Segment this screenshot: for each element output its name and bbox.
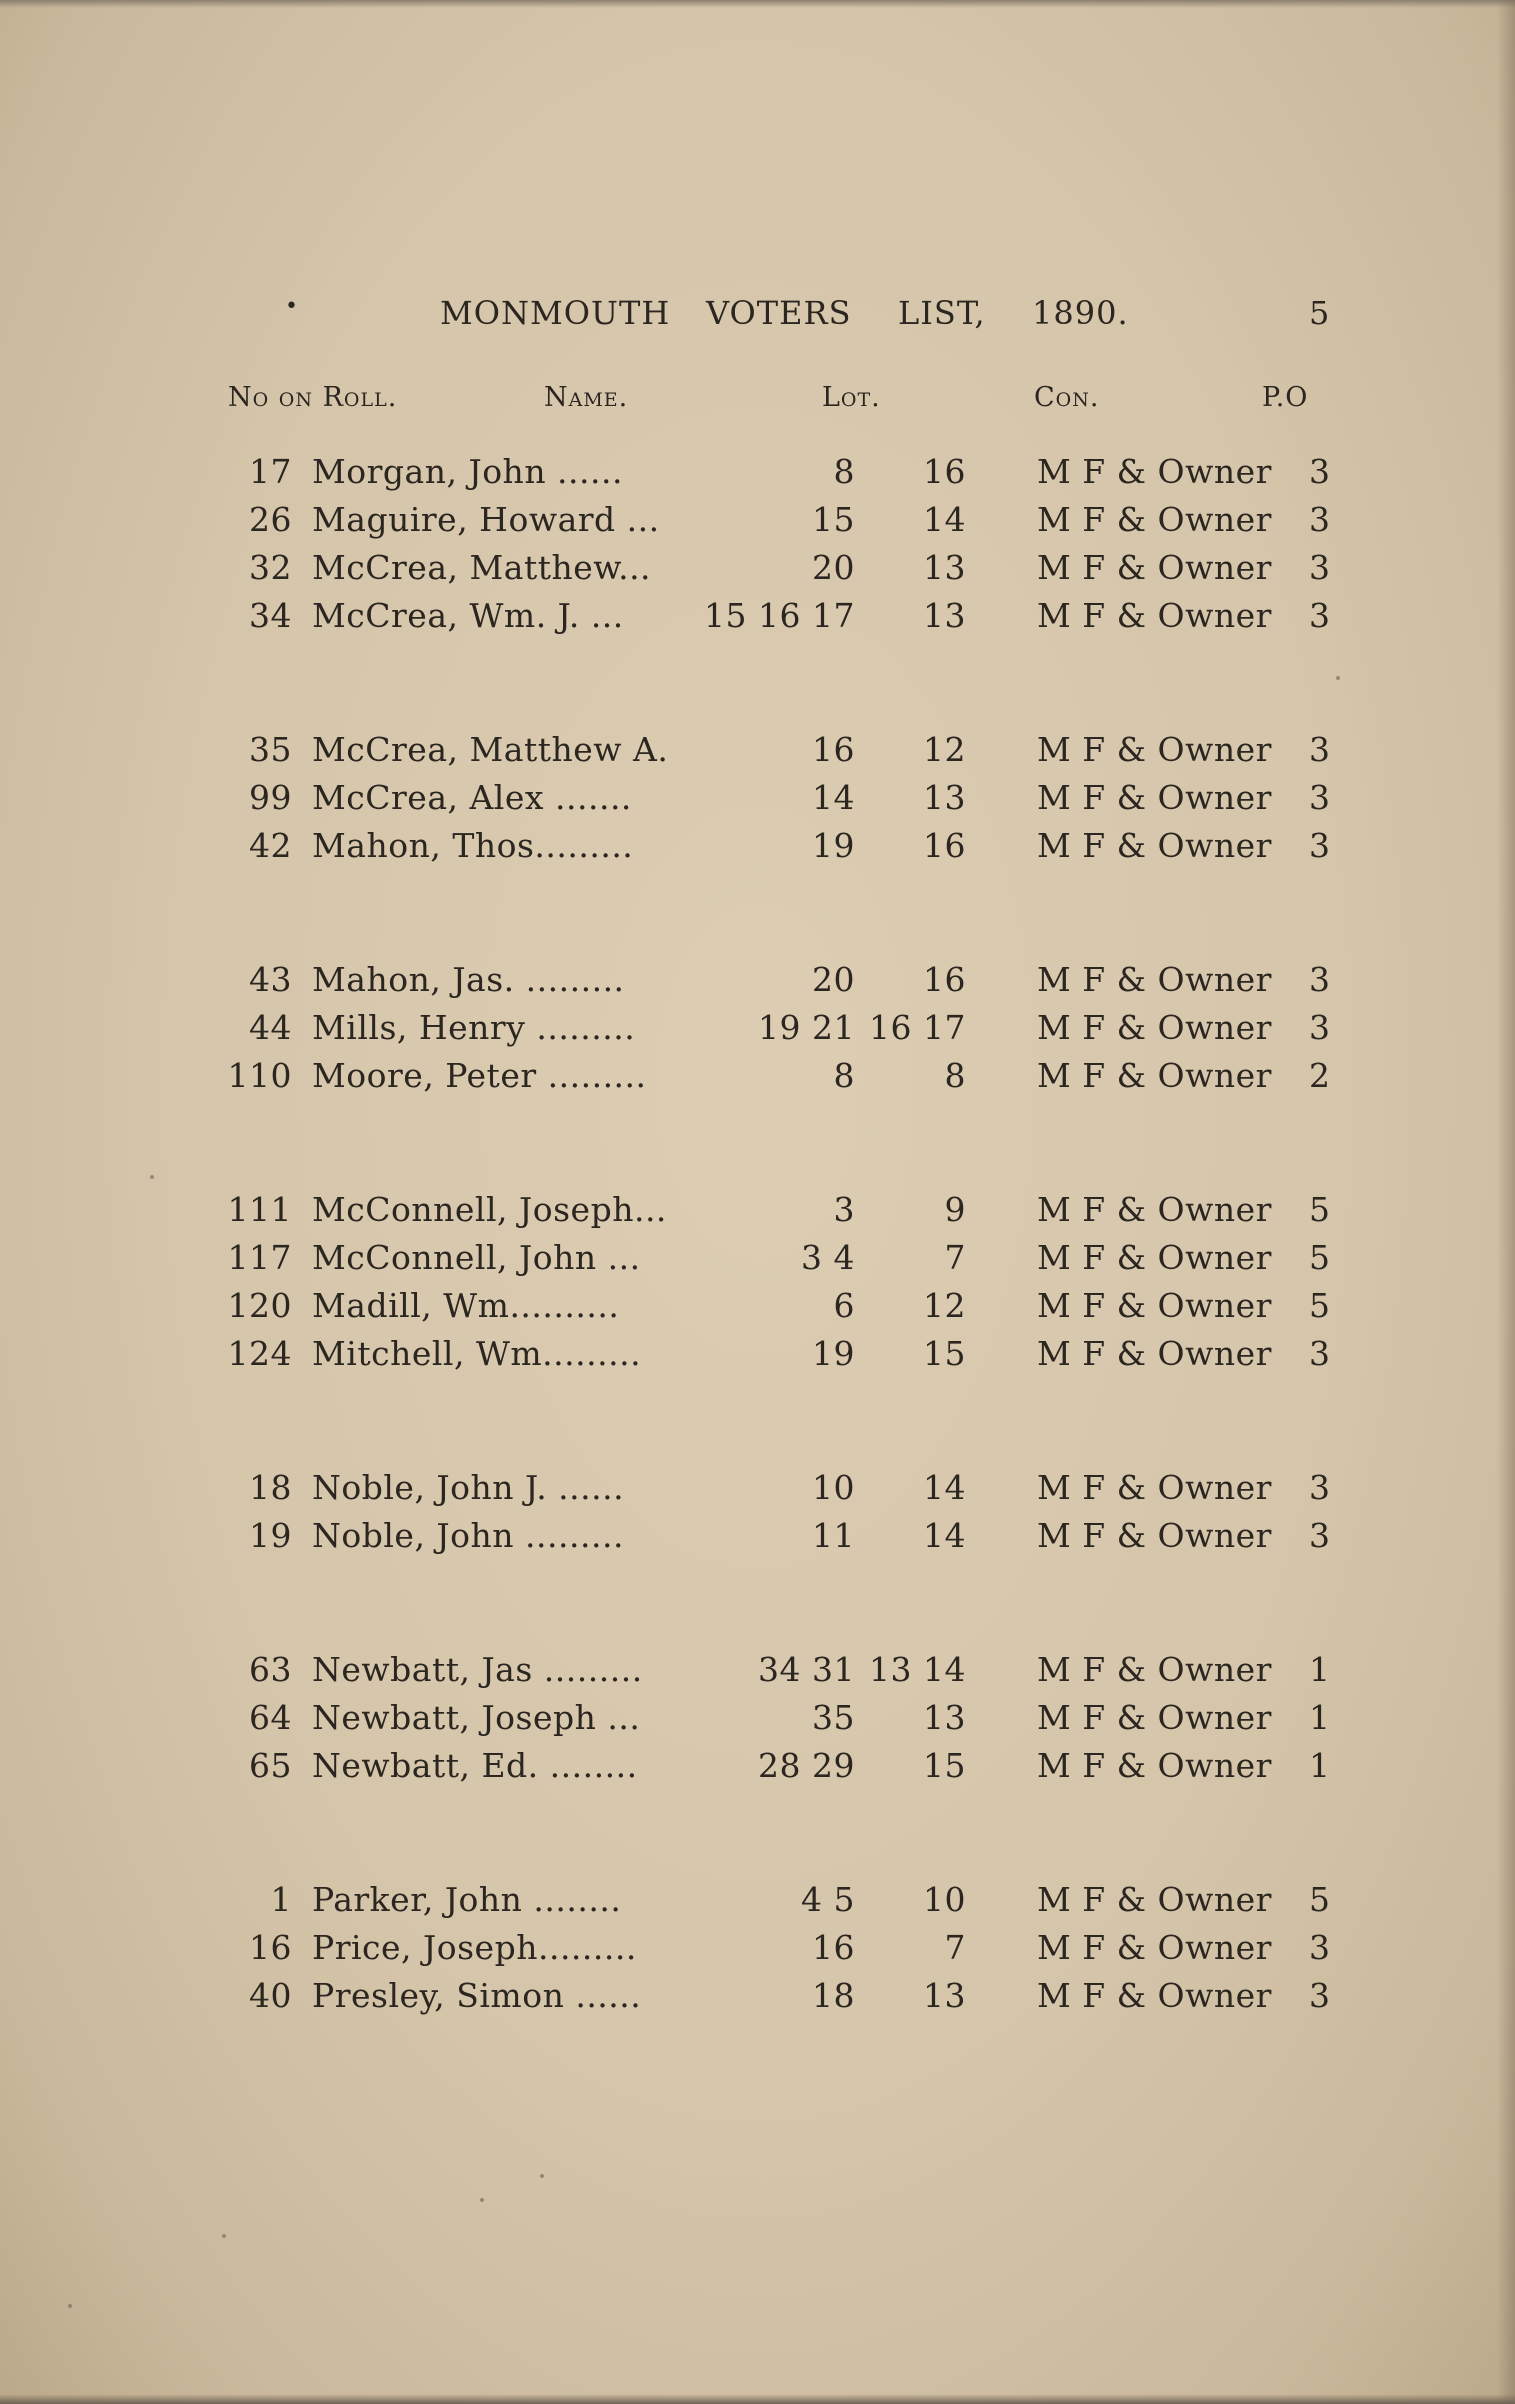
voter-row [0, 960, 1515, 1008]
post-office: 5 [1309, 1880, 1331, 1919]
occupation: M F & Owner [1037, 1746, 1272, 1785]
occupation: M F & Owner [1037, 596, 1272, 635]
occupation: M F & Owner [1037, 1008, 1272, 1047]
concession: 9 [944, 1190, 966, 1229]
voter-group [0, 1880, 1515, 2024]
voter-row [0, 1746, 1515, 1794]
roll-number: 65 [249, 1746, 292, 1785]
header-list: LIST, [898, 294, 986, 332]
voter-row [0, 730, 1515, 778]
occupation: M F & Owner [1037, 1650, 1272, 1689]
post-office: 2 [1309, 1056, 1331, 1095]
voter-row [0, 452, 1515, 500]
roll-number: 43 [249, 960, 292, 999]
concession: 7 [944, 1238, 966, 1277]
post-office: 3 [1309, 500, 1331, 539]
roll-number: 16 [249, 1928, 292, 1967]
page-number: 5 [1309, 294, 1331, 332]
voter-name: Noble, John J. ...... [312, 1468, 625, 1507]
voter-name: McConnell, Joseph... [312, 1190, 667, 1229]
voter-row [0, 1650, 1515, 1698]
lot: 11 [812, 1516, 855, 1555]
concession: 12 [923, 1286, 966, 1325]
voter-name: Morgan, John ...... [312, 452, 623, 491]
voter-group [0, 452, 1515, 644]
roll-number: 111 [227, 1190, 292, 1229]
voter-name: McCrea, Wm. J. ... [312, 596, 624, 635]
voter-group [0, 1650, 1515, 1794]
post-office: 3 [1309, 548, 1331, 587]
post-office: 3 [1309, 730, 1331, 769]
voter-name: Noble, John ......... [312, 1516, 624, 1555]
roll-number: 35 [249, 730, 292, 769]
concession: 16 17 [869, 1008, 966, 1047]
lot: 20 [812, 960, 855, 999]
voter-name: Mahon, Jas. ......... [312, 960, 625, 999]
lot: 10 [812, 1468, 855, 1507]
voter-name: Newbatt, Joseph ... [312, 1698, 641, 1737]
post-office: 3 [1309, 960, 1331, 999]
post-office: 5 [1309, 1238, 1331, 1277]
voter-name: Moore, Peter ......... [312, 1056, 647, 1095]
occupation: M F & Owner [1037, 960, 1272, 999]
post-office: 3 [1309, 1516, 1331, 1555]
voter-name: Madill, Wm.......... [312, 1286, 620, 1325]
concession: 15 [923, 1334, 966, 1373]
concession: 14 [923, 500, 966, 539]
roll-number: 64 [249, 1698, 292, 1737]
lot: 16 [812, 1928, 855, 1967]
lot: 4 5 [801, 1880, 855, 1919]
roll-number: 40 [249, 1976, 292, 2015]
post-office: 5 [1309, 1190, 1331, 1229]
voter-name: McConnell, John ... [312, 1238, 641, 1277]
post-office: 1 [1309, 1746, 1331, 1785]
occupation: M F & Owner [1037, 1698, 1272, 1737]
voter-row [0, 778, 1515, 826]
post-office: 3 [1309, 596, 1331, 635]
occupation: M F & Owner [1037, 1334, 1272, 1373]
post-office: 3 [1309, 1468, 1331, 1507]
occupation: M F & Owner [1037, 548, 1272, 587]
post-office: 3 [1309, 1334, 1331, 1373]
lot: 8 [833, 452, 855, 491]
roll-number: 117 [227, 1238, 292, 1277]
occupation: M F & Owner [1037, 452, 1272, 491]
post-office: 3 [1309, 1976, 1331, 2015]
concession: 16 [923, 452, 966, 491]
roll-number: 110 [227, 1056, 292, 1095]
post-office: 5 [1309, 1286, 1331, 1325]
voter-row [0, 1468, 1515, 1516]
concession: 12 [923, 730, 966, 769]
roll-number: 63 [249, 1650, 292, 1689]
lot: 8 [833, 1056, 855, 1095]
roll-number: 32 [249, 548, 292, 587]
occupation: M F & Owner [1037, 1928, 1272, 1967]
occupation: M F & Owner [1037, 500, 1272, 539]
column-header-name: Name. [544, 382, 629, 413]
concession: 16 [923, 960, 966, 999]
lot: 14 [812, 778, 855, 817]
lot: 20 [812, 548, 855, 587]
roll-number: 17 [249, 452, 292, 491]
lot: 18 [812, 1976, 855, 2015]
voter-name: McCrea, Matthew A. [312, 730, 669, 769]
voter-row [0, 1334, 1515, 1382]
voter-name: Mitchell, Wm......... [312, 1334, 642, 1373]
concession: 8 [944, 1056, 966, 1095]
concession: 13 [923, 596, 966, 635]
voter-row [0, 1698, 1515, 1746]
voters-list [0, 452, 1515, 2110]
voter-group [0, 730, 1515, 874]
voter-row [0, 548, 1515, 596]
roll-number: 99 [249, 778, 292, 817]
roll-number: 18 [249, 1468, 292, 1507]
occupation: M F & Owner [1037, 1976, 1272, 2015]
occupation: M F & Owner [1037, 1056, 1272, 1095]
lot: 6 [833, 1286, 855, 1325]
concession: 13 14 [869, 1650, 966, 1689]
voter-name: Maguire, Howard ... [312, 500, 660, 539]
lot: 34 31 [758, 1650, 855, 1689]
paper-speck [68, 2304, 72, 2308]
voter-row [0, 1286, 1515, 1334]
occupation: M F & Owner [1037, 1190, 1272, 1229]
page-header [0, 294, 1515, 338]
lot: 15 16 17 [704, 596, 855, 635]
header-mark: • [285, 294, 299, 319]
column-header-no-on-roll: No on Roll. [228, 382, 398, 413]
paper-speck [222, 2234, 226, 2238]
concession: 7 [944, 1928, 966, 1967]
concession: 14 [923, 1516, 966, 1555]
roll-number: 124 [227, 1334, 292, 1373]
lot: 28 29 [758, 1746, 855, 1785]
column-headers [0, 382, 1515, 426]
occupation: M F & Owner [1037, 778, 1272, 817]
voter-row [0, 1928, 1515, 1976]
voter-row [0, 1238, 1515, 1286]
voter-row [0, 1516, 1515, 1564]
concession: 16 [923, 826, 966, 865]
voter-group [0, 960, 1515, 1104]
occupation: M F & Owner [1037, 826, 1272, 865]
voter-row [0, 500, 1515, 548]
concession: 15 [923, 1746, 966, 1785]
post-office: 3 [1309, 452, 1331, 491]
voter-name: Presley, Simon ...... [312, 1976, 642, 2015]
post-office: 1 [1309, 1698, 1331, 1737]
occupation: M F & Owner [1037, 1238, 1272, 1277]
header-year: 1890. [1032, 294, 1129, 332]
roll-number: 26 [249, 500, 292, 539]
column-header-con: Con. [1034, 382, 1100, 413]
voter-row [0, 826, 1515, 874]
voter-row [0, 1056, 1515, 1104]
lot: 15 [812, 500, 855, 539]
voter-group [0, 1468, 1515, 1564]
voter-name: Newbatt, Ed. ........ [312, 1746, 638, 1785]
voter-name: Parker, John ........ [312, 1880, 622, 1919]
occupation: M F & Owner [1037, 1516, 1272, 1555]
roll-number: 1 [270, 1880, 292, 1919]
lot: 19 21 [758, 1008, 855, 1047]
column-header-lot: Lot. [822, 382, 881, 413]
post-office: 3 [1309, 1928, 1331, 1967]
occupation: M F & Owner [1037, 730, 1272, 769]
voter-row [0, 1976, 1515, 2024]
voter-row [0, 1190, 1515, 1238]
column-header-po: P.O [1262, 382, 1309, 413]
post-office: 3 [1309, 1008, 1331, 1047]
voter-name: Price, Joseph......... [312, 1928, 637, 1967]
roll-number: 120 [227, 1286, 292, 1325]
voter-row [0, 1880, 1515, 1928]
concession: 13 [923, 548, 966, 587]
occupation: M F & Owner [1037, 1468, 1272, 1507]
voter-name: McCrea, Alex ....... [312, 778, 632, 817]
voter-row [0, 1008, 1515, 1056]
roll-number: 19 [249, 1516, 292, 1555]
voter-group [0, 1190, 1515, 1382]
voter-name: McCrea, Matthew... [312, 548, 652, 587]
lot: 16 [812, 730, 855, 769]
voter-name: Newbatt, Jas ......... [312, 1650, 643, 1689]
lot: 3 4 [801, 1238, 855, 1277]
concession: 13 [923, 1976, 966, 2015]
voter-name: Mills, Henry ......... [312, 1008, 636, 1047]
lot: 35 [812, 1698, 855, 1737]
header-title: VOTERS [706, 294, 852, 332]
page-top-edge [0, 0, 1515, 8]
concession: 10 [923, 1880, 966, 1919]
roll-number: 44 [249, 1008, 292, 1047]
post-office: 3 [1309, 778, 1331, 817]
voter-row [0, 596, 1515, 644]
header-township: MONMOUTH [440, 294, 671, 332]
roll-number: 34 [249, 596, 292, 635]
lot: 19 [812, 1334, 855, 1373]
page-bottom-edge [0, 2394, 1515, 2404]
paper-speck [540, 2174, 544, 2178]
concession: 13 [923, 778, 966, 817]
concession: 13 [923, 1698, 966, 1737]
lot: 19 [812, 826, 855, 865]
concession: 14 [923, 1468, 966, 1507]
lot: 3 [833, 1190, 855, 1229]
voter-name: Mahon, Thos......... [312, 826, 634, 865]
roll-number: 42 [249, 826, 292, 865]
paper-speck [480, 2198, 484, 2202]
occupation: M F & Owner [1037, 1286, 1272, 1325]
occupation: M F & Owner [1037, 1880, 1272, 1919]
post-office: 3 [1309, 826, 1331, 865]
post-office: 1 [1309, 1650, 1331, 1689]
